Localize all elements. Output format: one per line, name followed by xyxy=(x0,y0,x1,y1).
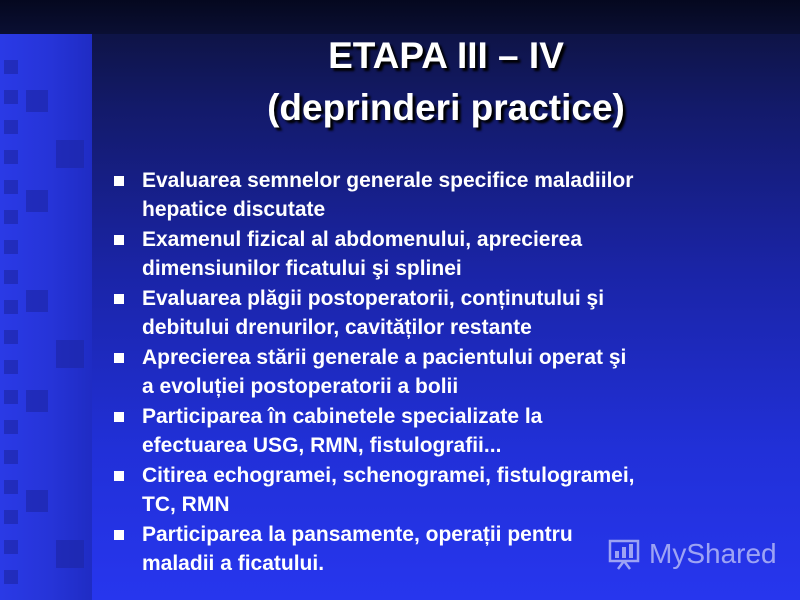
bullet-text-line-1: Participarea la pansamente, operații pentru xyxy=(142,523,573,546)
bullet-list xyxy=(110,166,790,579)
bullet-item xyxy=(110,461,790,519)
bullet-text-line-2: maladii a ficatului. xyxy=(142,552,325,575)
bullet-item xyxy=(110,166,790,224)
decorative-squares xyxy=(0,0,92,600)
bullet-text-line-2: efectuarea USG, RMN, fistulografii... xyxy=(142,434,502,457)
bullet-text-line-1: Citirea echogramei, schenogramei, fistulogramei, xyxy=(142,464,635,487)
bullet-item xyxy=(110,225,790,283)
bullet-text-line-1: Examenul fizical al abdomenului, aprecierea xyxy=(142,228,582,251)
bullet-text-line-2: a evoluției postoperatorii a bolii xyxy=(142,375,459,398)
bullet-text-line-1: Participarea în cabinetele specializate la xyxy=(142,405,543,428)
slide-title xyxy=(92,30,800,134)
square-bullet-icon xyxy=(114,353,124,363)
bullet-item xyxy=(110,343,790,401)
myshared-watermark xyxy=(607,532,777,576)
bullet-item xyxy=(110,284,790,342)
bullet-text-line-2: dimensiunilor ficatului şi splinei xyxy=(142,257,462,280)
watermark-text: MyShared xyxy=(649,538,777,569)
top-dark-band xyxy=(0,0,800,34)
bullet-item xyxy=(110,402,790,460)
bullet-text-line-1: Evaluarea plăgii postoperatorii, conținutului şi xyxy=(142,287,605,310)
square-bullet-icon xyxy=(114,235,124,245)
bullet-text-line-2: debitului drenurilor, cavităților restante xyxy=(142,316,532,339)
bullet-text-line-2: TC, RMN xyxy=(142,493,230,516)
square-bullet-icon xyxy=(114,176,124,186)
bullet-text-line-1: Aprecierea stării generale a pacientului operat şi xyxy=(142,346,627,369)
bullet-text-line-1: Evaluarea semnelor generale specifice maladiilor xyxy=(142,169,634,192)
square-bullet-icon xyxy=(114,530,124,540)
title-line-1: ETAPA III – IV xyxy=(328,35,564,76)
square-bullet-icon xyxy=(114,294,124,304)
title-line-2: (deprinderi practice) xyxy=(267,87,625,128)
square-bullet-icon xyxy=(114,412,124,422)
presentation-chart-icon xyxy=(607,537,641,571)
bullet-text-line-2: hepatice discutate xyxy=(142,198,326,221)
square-bullet-icon xyxy=(114,471,124,481)
